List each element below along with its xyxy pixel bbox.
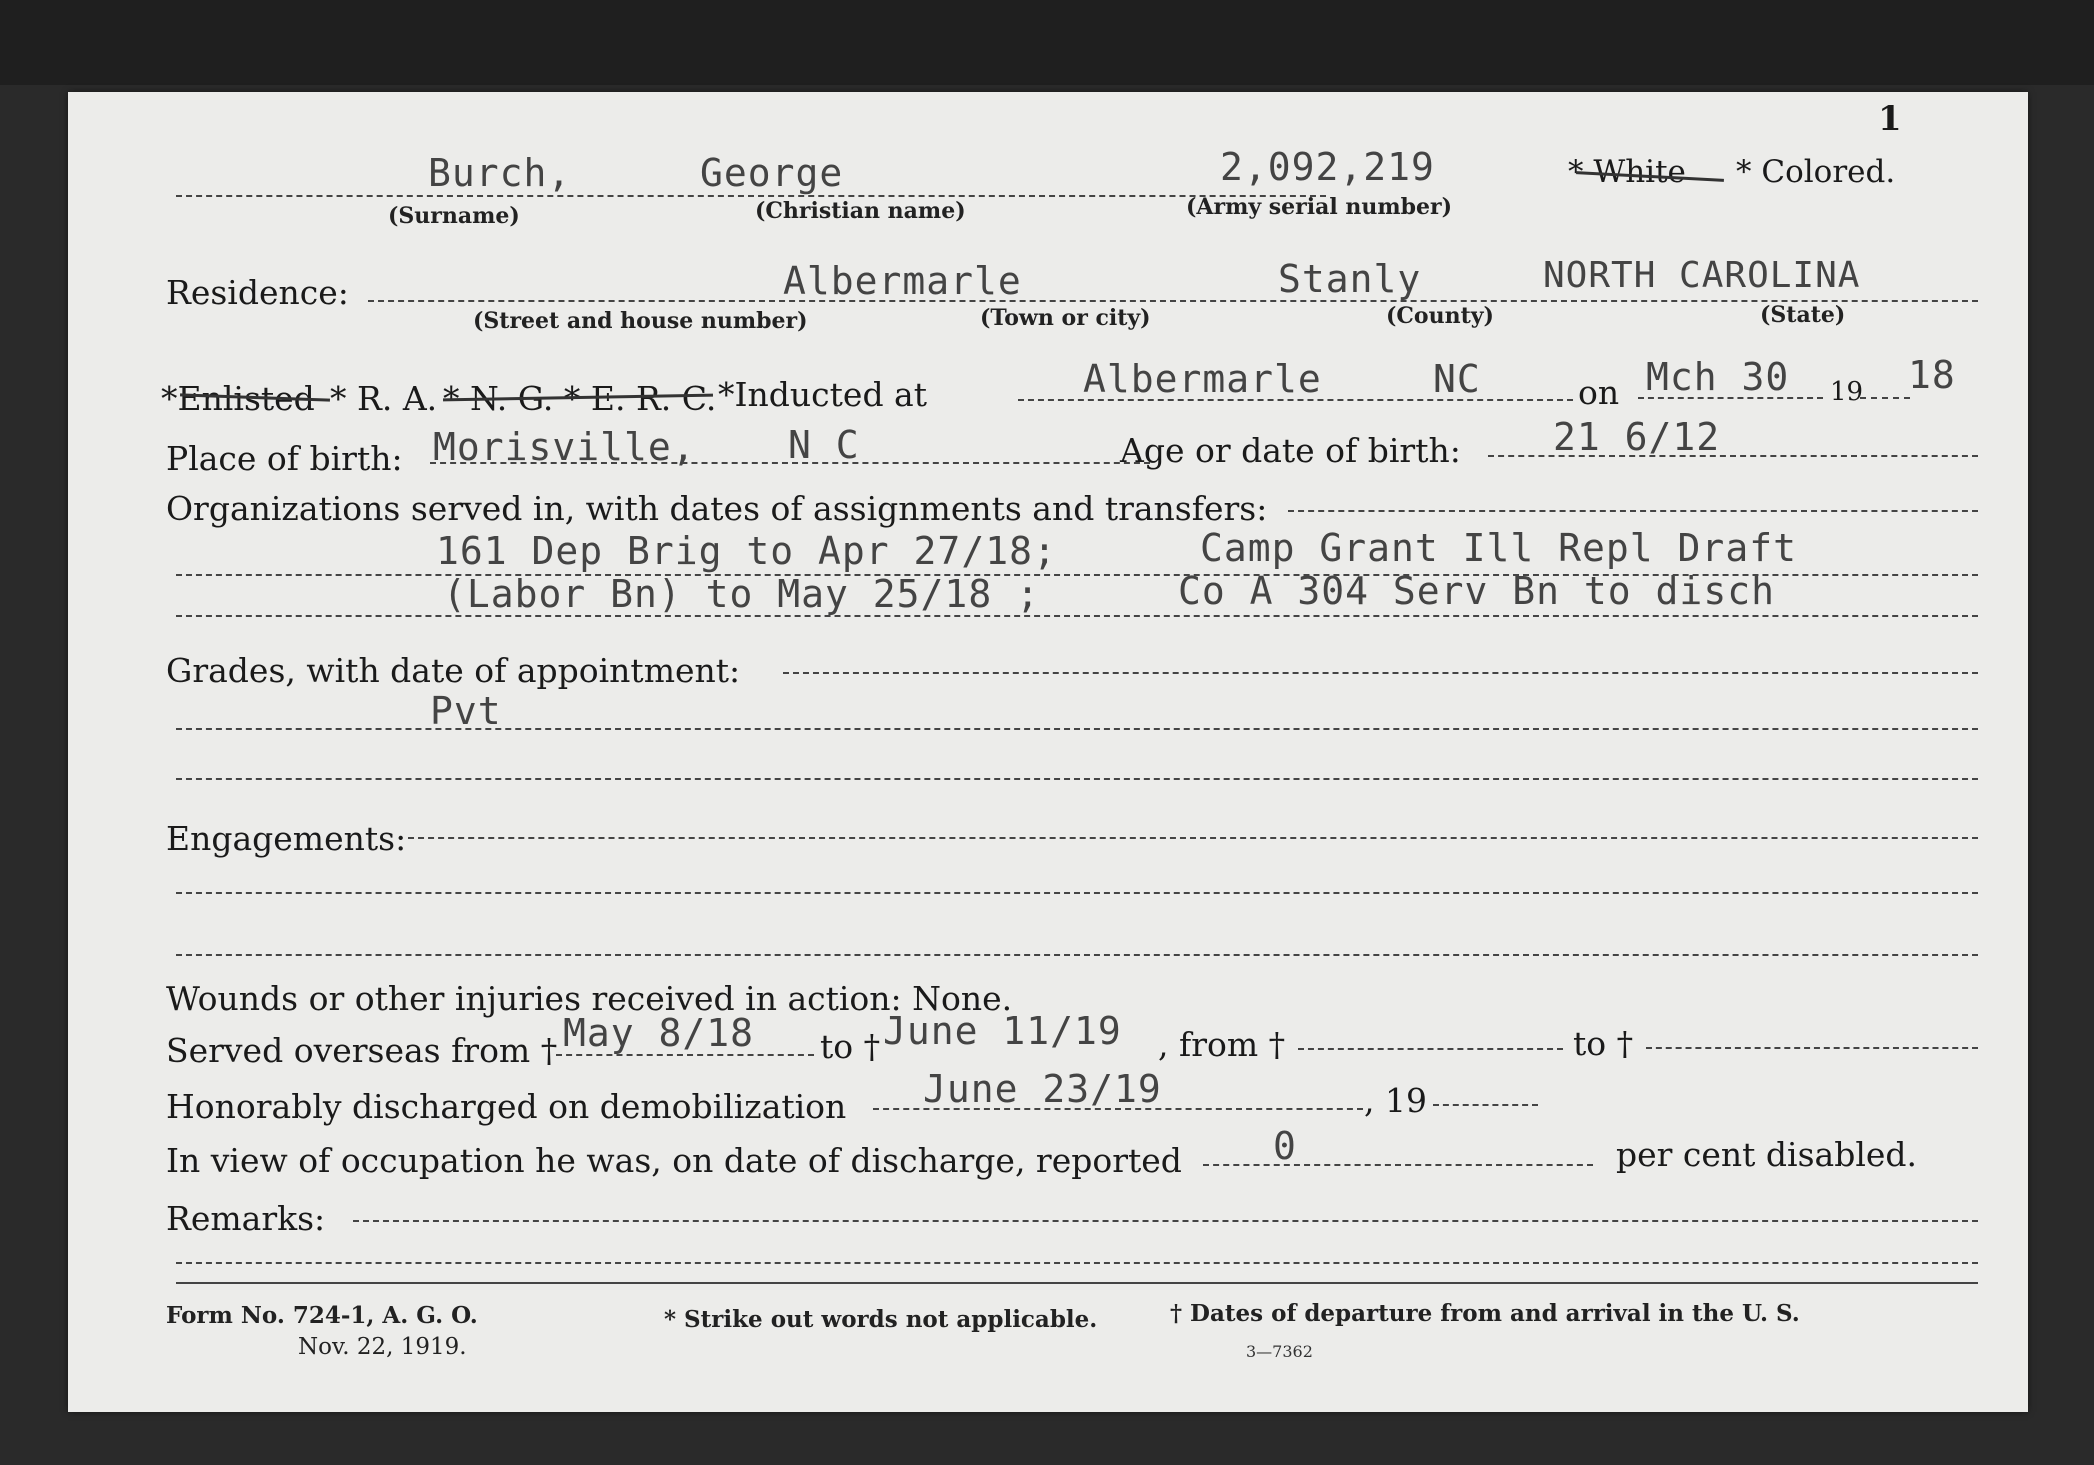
surname-value: Burch,: [428, 151, 572, 195]
town-caption: (Town or city): [980, 305, 1151, 331]
christian-name-value: George: [700, 151, 844, 195]
age-value: 21 6/12: [1553, 415, 1721, 459]
grades-value: Pvt: [430, 689, 502, 733]
street-caption: (Street and house number): [473, 308, 808, 334]
organizations-label-line: [1288, 510, 1978, 512]
remarks-line-1: [353, 1220, 1978, 1222]
residence-line: [368, 300, 1978, 302]
discharge-date: June 23/19: [923, 1067, 1162, 1111]
disability-line: [1203, 1164, 1593, 1166]
birth-place-label: Place of birth:: [166, 439, 403, 478]
engagements-line-2: [176, 954, 1978, 956]
name-line: [176, 195, 1326, 197]
engagements-label-line: [408, 837, 1978, 839]
scan-top-border: [0, 0, 2094, 85]
discharge-label: Honorably discharged on demobilization: [166, 1087, 847, 1126]
state-caption: (State): [1760, 302, 1846, 328]
print-code: 3—7362: [1246, 1342, 1313, 1361]
induction-date: Mch 30: [1646, 355, 1790, 399]
ng-erc-struck: * N. G. * E. R. C.: [443, 379, 717, 418]
grades-label-line: [783, 672, 1978, 674]
overseas-from2-line: [1298, 1048, 1563, 1050]
form-date: Nov. 22, 1919.: [298, 1334, 467, 1360]
card-number: 1: [1878, 99, 1902, 139]
year-prefix: 19: [1830, 377, 1864, 407]
engagements-label: Engagements:: [166, 819, 407, 858]
county-caption: (County): [1386, 303, 1494, 329]
overseas-from2-label: , from †: [1158, 1025, 1286, 1064]
disability-suffix: per cent disabled.: [1616, 1135, 1918, 1174]
organizations-entry-2b: Co A 304 Serv Bn to disch: [1178, 569, 1775, 613]
discharge-year-line: [1433, 1104, 1538, 1106]
form-number: Form No. 724-1, A. G. O.: [166, 1302, 478, 1329]
on-label: on: [1578, 373, 1620, 412]
overseas-to2-line: [1646, 1047, 1978, 1049]
enlisted-struck: *Enlisted: [161, 379, 315, 418]
residence-state: NORTH CAROLINA: [1543, 255, 1861, 296]
disability-value: 0: [1273, 1124, 1297, 1168]
birth-place-value: Morisville,: [433, 425, 696, 469]
overseas-to-label: to †: [820, 1027, 881, 1066]
age-label: Age or date of birth:: [1120, 431, 1461, 470]
inducted-state: NC: [1433, 357, 1481, 401]
year-line: [1860, 397, 1910, 399]
induction-year: 18: [1908, 353, 1956, 397]
inducted-label: *Inducted at: [718, 375, 927, 414]
residence-town: Albermarle: [783, 259, 1022, 303]
organizations-entry-1: 161 Dep Brig to Apr 27/18;: [436, 529, 1057, 573]
dates-note: † Dates of departure from and arrival in the U. S.: [1170, 1300, 1800, 1327]
surname-caption: (Surname): [388, 203, 520, 229]
grades-label: Grades, with date of appointment:: [166, 651, 741, 690]
discharge-year-label: , 19: [1364, 1081, 1427, 1120]
grades-line-1: [176, 728, 1978, 730]
organizations-entry-2: (Labor Bn) to May 25/18 ;: [443, 572, 1040, 616]
residence-county: Stanly: [1278, 257, 1422, 301]
footer-rule: [176, 1282, 1978, 1284]
overseas-to2-label: to †: [1573, 1024, 1634, 1063]
grades-line-2: [176, 778, 1978, 780]
birth-place-state: N C: [788, 423, 860, 467]
engagements-line-1: [176, 892, 1978, 894]
serial-number-value: 2,092,219: [1220, 145, 1435, 189]
christian-caption: (Christian name): [755, 198, 966, 224]
overseas-to-date: June 11/19: [883, 1009, 1122, 1053]
disability-label: In view of occupation he was, on date of discharge, reported: [166, 1141, 1182, 1180]
remarks-label: Remarks:: [166, 1199, 326, 1238]
organizations-label: Organizations served in, with dates of assignments and transfers:: [166, 489, 1268, 528]
overseas-label: Served overseas from †: [166, 1031, 558, 1070]
race-white-struck: * White: [1568, 154, 1686, 190]
organizations-entry-1b: Camp Grant Ill Repl Draft: [1200, 526, 1797, 570]
remarks-line-2: [176, 1262, 1978, 1264]
residence-label: Residence:: [166, 273, 349, 312]
inducted-place: Albermarle: [1083, 357, 1322, 401]
wounds-text: Wounds or other injuries received in action: None.: [166, 979, 1013, 1018]
serial-caption: (Army serial number): [1186, 194, 1453, 220]
ra-option: * R. A.: [330, 379, 438, 418]
strike-note: * Strike out words not applicable.: [664, 1306, 1098, 1333]
record-card: [68, 92, 2028, 1412]
overseas-from-date: May 8/18: [563, 1011, 755, 1055]
race-colored: * Colored.: [1736, 154, 1896, 190]
